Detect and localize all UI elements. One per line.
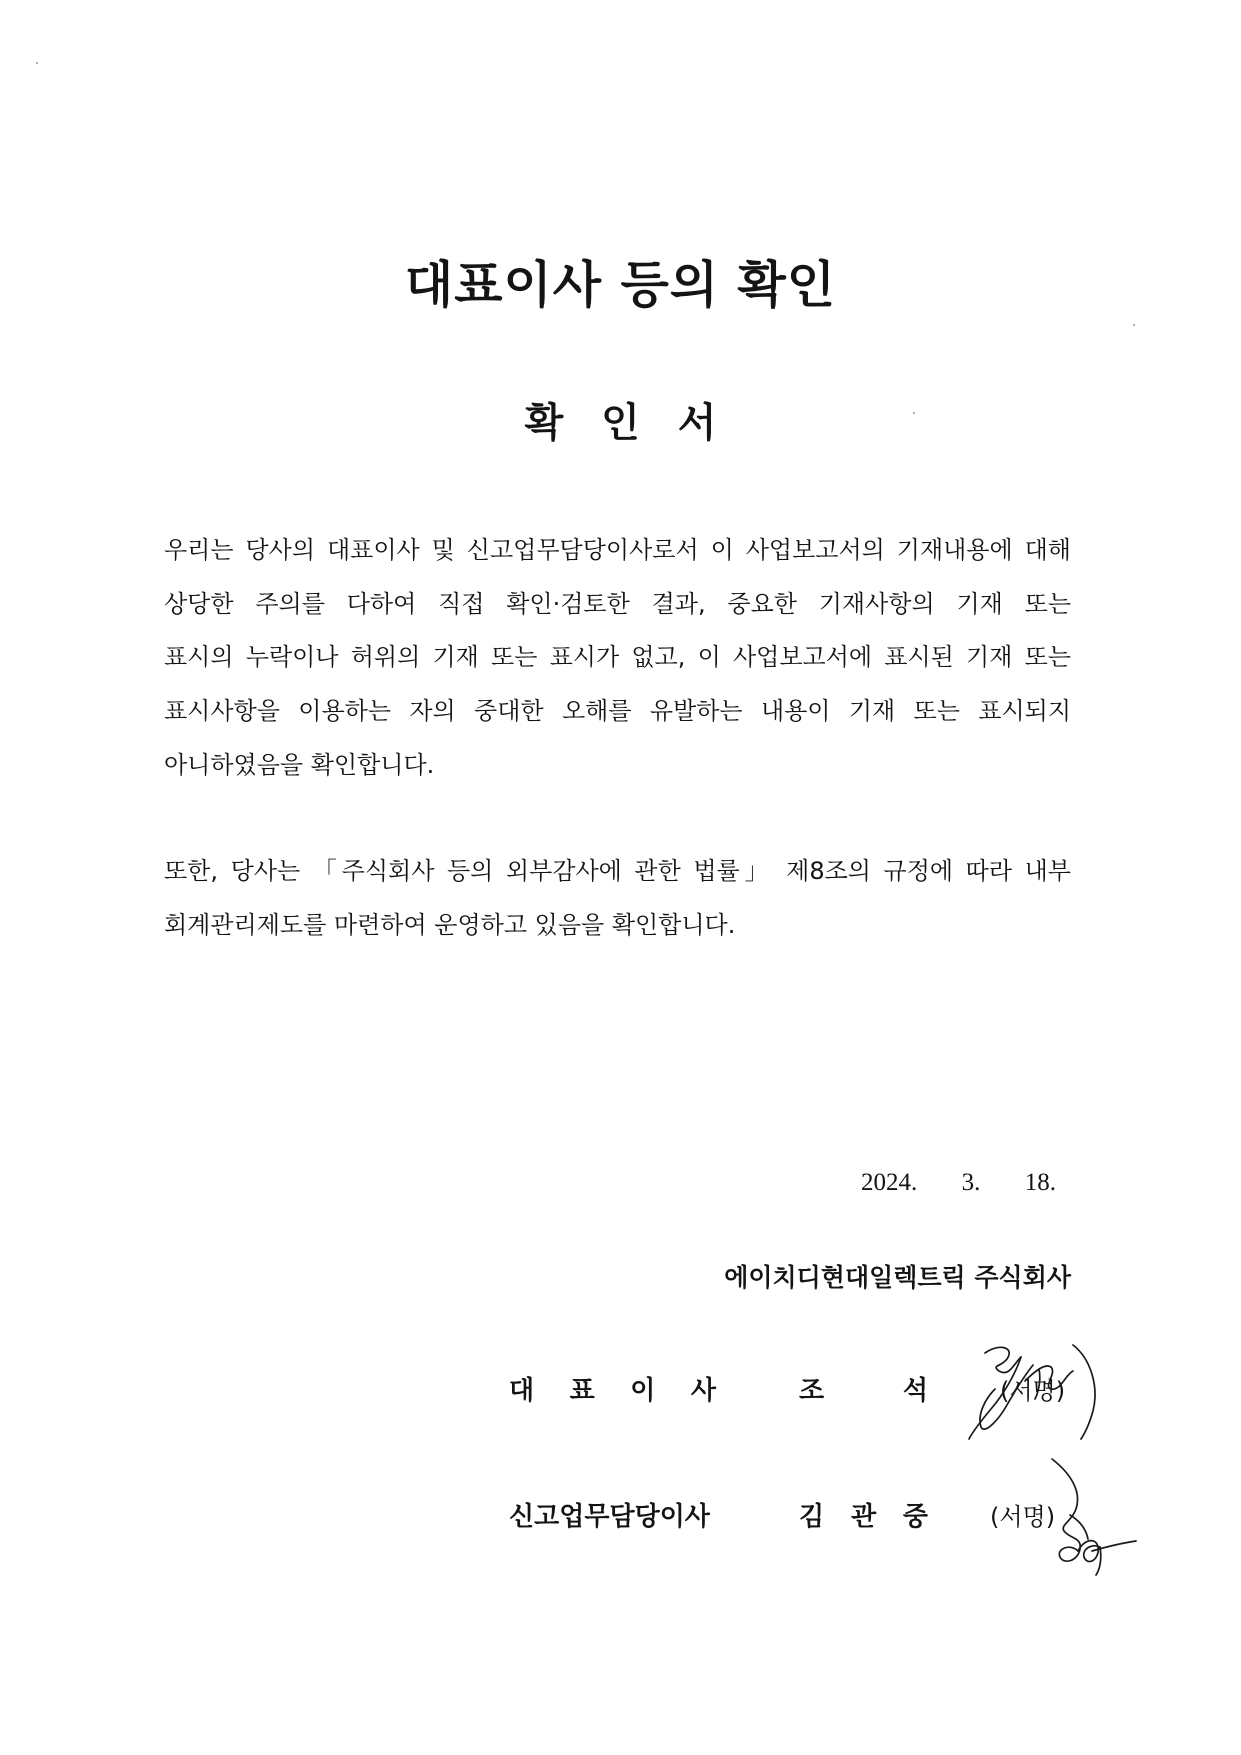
scan-speck: [1133, 324, 1135, 326]
date-day: 18.: [1024, 1169, 1056, 1196]
signatory-name: 김 관 중: [799, 1502, 928, 1532]
paragraph-line: 표시의 누락이나 허위의 기재 또는 표시가 없고, 이 사업보고서에 표시된 기재 또는: [164, 643, 1071, 672]
signatory-role: 대 표 이 사: [509, 1376, 716, 1406]
company-name: 에이치디현대일렉트릭 주식회사: [724, 1263, 1071, 1292]
internal-control-paragraph: [164, 845, 1071, 952]
paragraph-line: 회계관리제도를 마련하여 운영하고 있음을 확인합니다.: [164, 910, 736, 939]
signatory-row-ceo: [0, 1373, 1241, 1409]
signatory-row-reporting-director: [0, 1499, 1241, 1535]
paragraph-line: 표시사항을 이용하는 자의 중대한 오해를 유발하는 내용이 기재 또는 표시되지: [164, 697, 1071, 726]
document-date: [861, 1168, 1056, 1198]
scan-speck: [913, 412, 915, 414]
confirmation-paragraph: [164, 524, 1071, 792]
paragraph-line: 또한, 당사는 「주식회사 등의 외부감사에 관한 법률」 제8조의 규정에 따라 내부: [164, 857, 1071, 885]
signature-label: (서명): [990, 1503, 1056, 1531]
date-month: 3.: [961, 1169, 981, 1196]
signature-label: (서명): [1000, 1377, 1066, 1405]
signatory-name: 조 석: [799, 1376, 928, 1406]
paragraph-line: 아니하였음을 확인합니다.: [164, 750, 435, 779]
signatory-role: 신고업무담당이사: [509, 1502, 710, 1532]
paragraph-line: 상당한 주의를 다하여 직접 확인·검토한 결과, 중요한 기재사항의 기재 또는: [164, 589, 1071, 618]
paragraph-line: 우리는 당사의 대표이사 및 신고업무담당이사로서 이 사업보고서의 기재내용에 대해: [164, 536, 1071, 564]
document-title: 대표이사 등의 확인: [404, 256, 837, 314]
scan-speck: [36, 62, 38, 64]
document-subtitle: 확 인 서: [524, 400, 717, 446]
date-year: 2024.: [861, 1169, 918, 1196]
